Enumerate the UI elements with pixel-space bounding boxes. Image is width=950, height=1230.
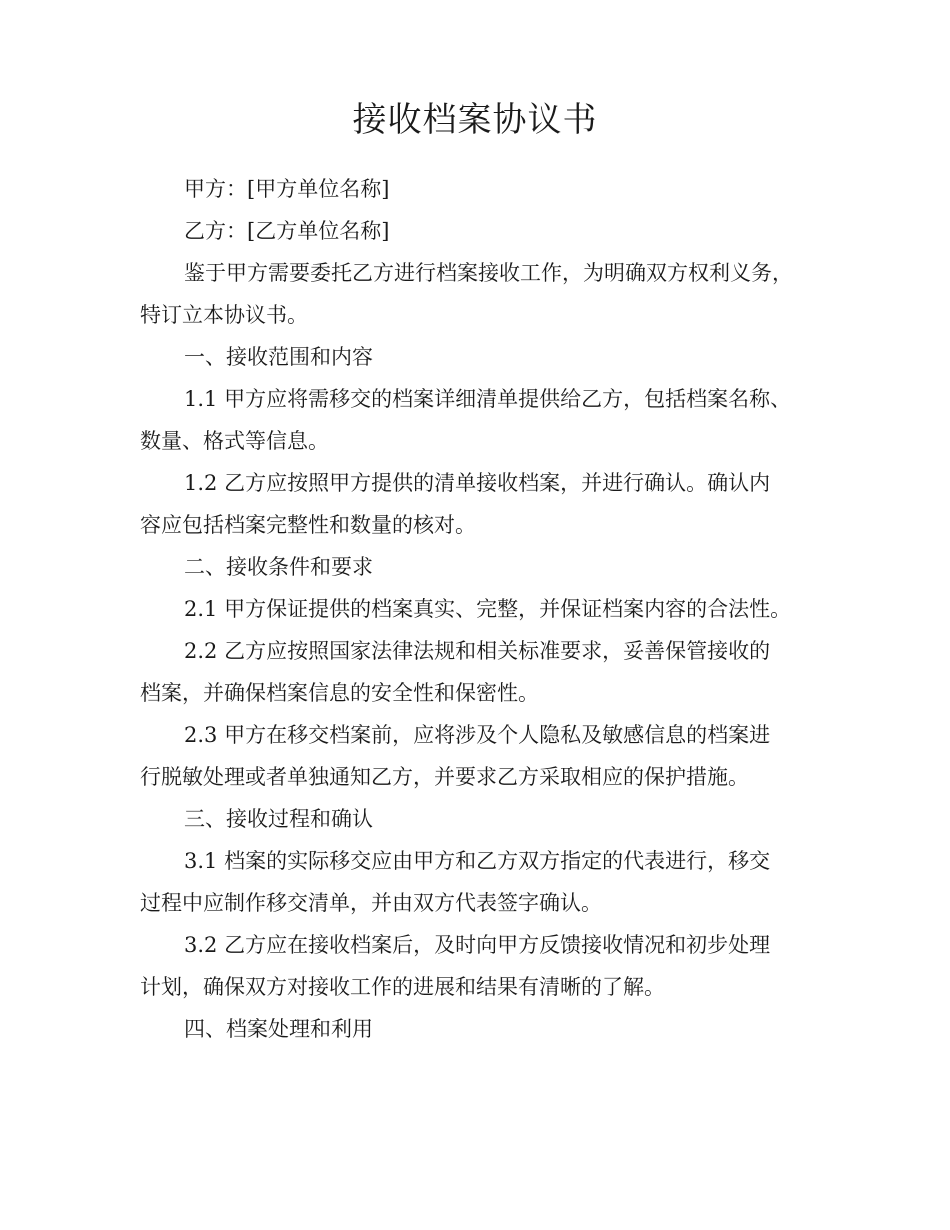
text-line: 计划，确保双方对接收工作的进展和结果有清晰的了解。 <box>140 975 665 999</box>
clause-2-3-paragraph <box>140 714 840 798</box>
text-line: 1.2 乙方应按照甲方提供的清单接收档案，并进行确认。确认内 <box>184 471 771 495</box>
section-heading-4 <box>140 1008 840 1050</box>
party-b-paragraph <box>140 210 840 252</box>
document-title: 接收档案协议书 <box>352 100 598 140</box>
text-line: 特订立本协议书。 <box>140 303 308 327</box>
clause-2-1-paragraph <box>140 588 840 630</box>
section-heading-1 <box>140 336 840 378</box>
text-line: 甲方：[甲方单位名称] <box>184 177 390 201</box>
section-heading-3 <box>140 798 840 840</box>
clause-1-2-paragraph <box>140 462 840 546</box>
preamble-paragraph <box>140 252 840 336</box>
text-line: 3.2 乙方应在接收档案后，及时向甲方反馈接收情况和初步处理 <box>184 933 771 957</box>
text-line: 三、接收过程和确认 <box>184 807 373 831</box>
text-line: 过程中应制作移交清单，并由双方代表签字确认。 <box>140 891 602 915</box>
text-line: 2.3 甲方在移交档案前，应将涉及个人隐私及敏感信息的档案进 <box>184 723 771 747</box>
clause-3-2-paragraph <box>140 924 840 1008</box>
section-heading-2 <box>140 546 840 588</box>
text-line: 行脱敏处理或者单独通知乙方，并要求乙方采取相应的保护措施。 <box>140 765 749 789</box>
text-line: 数量、格式等信息。 <box>140 429 329 453</box>
text-line: 2.1 甲方保证提供的档案真实、完整，并保证档案内容的合法性。 <box>184 597 792 621</box>
text-line: 3.1 档案的实际移交应由甲方和乙方双方指定的代表进行，移交 <box>184 849 771 873</box>
text-line: 一、接收范围和内容 <box>184 345 373 369</box>
text-line: 1.1 甲方应将需移交的档案详细清单提供给乙方，包括档案名称、 <box>184 387 792 411</box>
text-line: 二、接收条件和要求 <box>184 555 373 579</box>
text-line: 鉴于甲方需要委托乙方进行档案接收工作，为明确双方权利义务， <box>184 261 793 285</box>
clause-1-1-paragraph <box>140 378 840 462</box>
text-line: 容应包括档案完整性和数量的核对。 <box>140 513 476 537</box>
text-line: 四、档案处理和利用 <box>184 1017 373 1041</box>
clause-3-1-paragraph <box>140 840 840 924</box>
party-a-paragraph <box>140 168 840 210</box>
text-line: 档案，并确保档案信息的安全性和保密性。 <box>140 681 539 705</box>
text-line: 乙方：[乙方单位名称] <box>184 219 390 243</box>
clause-2-2-paragraph <box>140 630 840 714</box>
text-line: 2.2 乙方应按照国家法律法规和相关标准要求，妥善保管接收的 <box>184 639 771 663</box>
document-body <box>140 168 840 1050</box>
